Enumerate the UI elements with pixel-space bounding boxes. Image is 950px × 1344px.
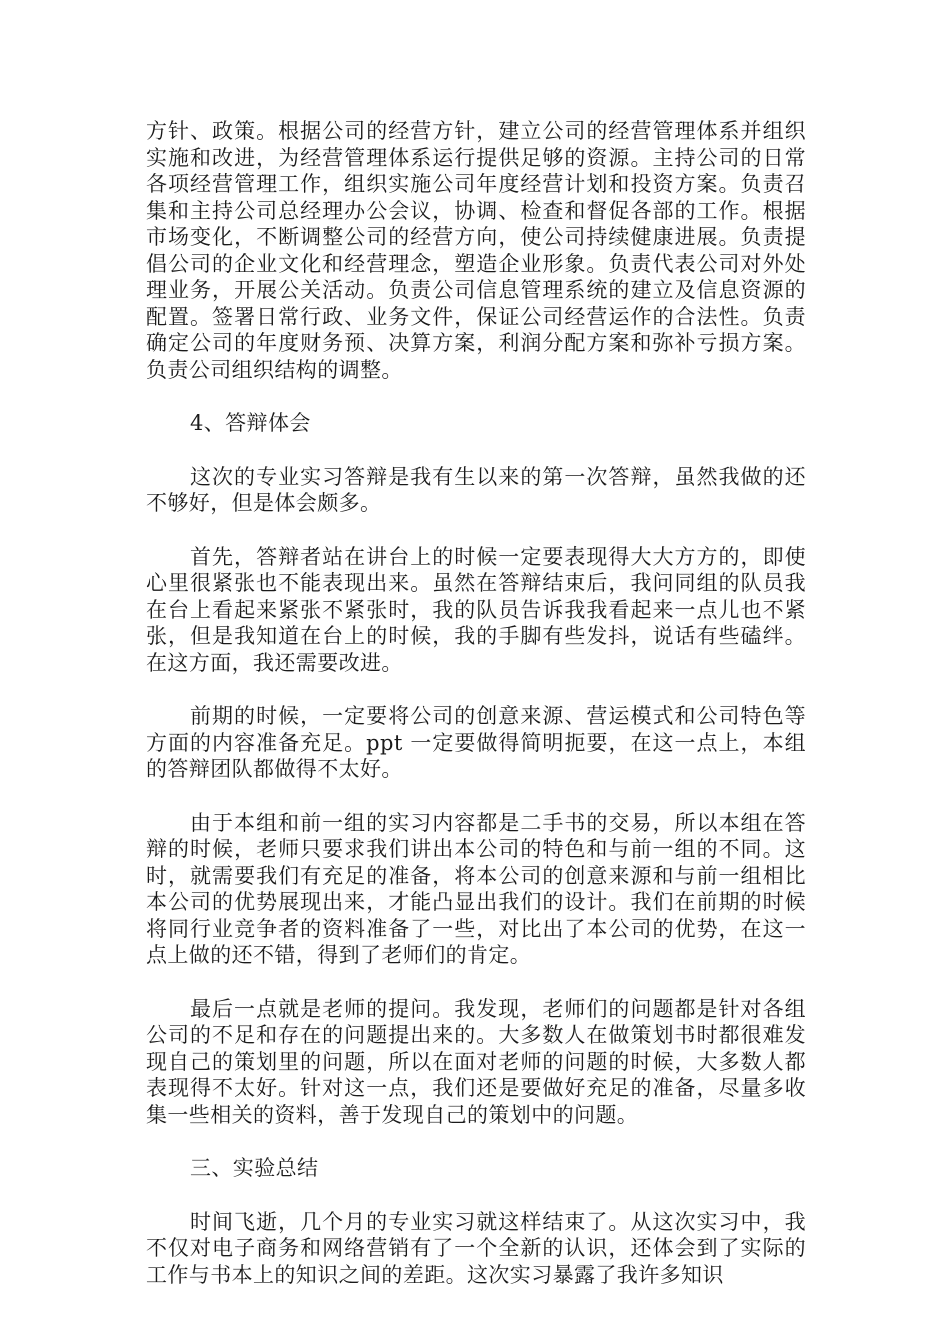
section-heading-summary: 三、实验总结 [190,1156,319,1180]
paragraph-defense-intro: 这次的专业实习答辩是我有生以来的第一次答辩，虽然我做的还不够好，但是体会颇多。 [146,464,806,515]
paragraph-defense-comparison: 由于本组和前一组的实习内容都是二手书的交易，所以本组在答辩的时候，老师只要求我们讲出本公司的特色和与前一组的不同。这时，就需要我们有充足的准备，将本公司的创意来源和与前一组相比本公司的优势展现出来，才能凸显出我们的设计。我们在前期的时候将同行业竞争者的资料准备了一些，对比出了本公司的优势，在这一点上做的还不错，得到了老师们的肯定。 [146,810,806,967]
paragraph-defense-questions: 最后一点就是老师的提问。我发现，老师们的问题都是针对各组公司的不足和存在的问题提出来的。大多数人在做策划书时都很难发现自己的策划里的问题，所以在面对老师的问题的时候，大多数人都表现得不太好。针对这一点，我们还是要做好充足的准备，尽量多收集一些相关的资料，善于发现自己的策划中的问题。 [146,996,806,1127]
paragraph-defense-preparation: 前期的时候，一定要将公司的创意来源、营运模式和公司特色等方面的内容准备充足。ppt 一定要做得简明扼要，在这一点上，本组的答辩团队都做得不太好。 [146,704,806,781]
document-page [146,118,806,1315]
paragraph-summary: 时间飞逝，几个月的专业实习就这样结束了。从这次实习中，我不仅对电子商务和网络营销有了一个全新的认识，还体会到了实际的工作与书本上的知识之间的差距。这次实习暴露了我许多知识 [146,1209,806,1287]
paragraph-defense-first: 首先，答辩者站在讲台上的时候一定要表现得大大方方的，即使心里很紧张也不能表现出来。虽然在答辩结束后，我问同组的队员我在台上看起来紧张不紧张时，我的队员告诉我我看起来一点儿也不紧张，但是我知道在台上的时候，我的手脚有些发抖，说话有些磕绊。在这方面，我还需要改进。 [146,544,806,675]
paragraph-duties: 方针、政策。根据公司的经营方针，建立公司的经营管理体系并组织实施和改进，为经营管理体系运行提供足够的资源。主持公司的日常各项经营管理工作，组织实施公司年度经营计划和投资方案。负责召集和主持公司总经理办公会议，协调、检查和督促各部的工作。根据市场变化，不断调整公司的经营方向，使公司持续健康进展。负责提倡公司的企业文化和经营理念，塑造企业形象。负责代表公司对外处理业务，开展公关活动。负责公司信息管理系统的建立及信息资源的配置。签署日常行政、业务文件，保证公司经营运作的合法性。负责确定公司的年度财务预、决算方案，利润分配方案和弥补亏损方案。负责公司组织结构的调整。 [146,119,806,382]
section-heading-defense: 4、答辩体会 [190,411,311,435]
